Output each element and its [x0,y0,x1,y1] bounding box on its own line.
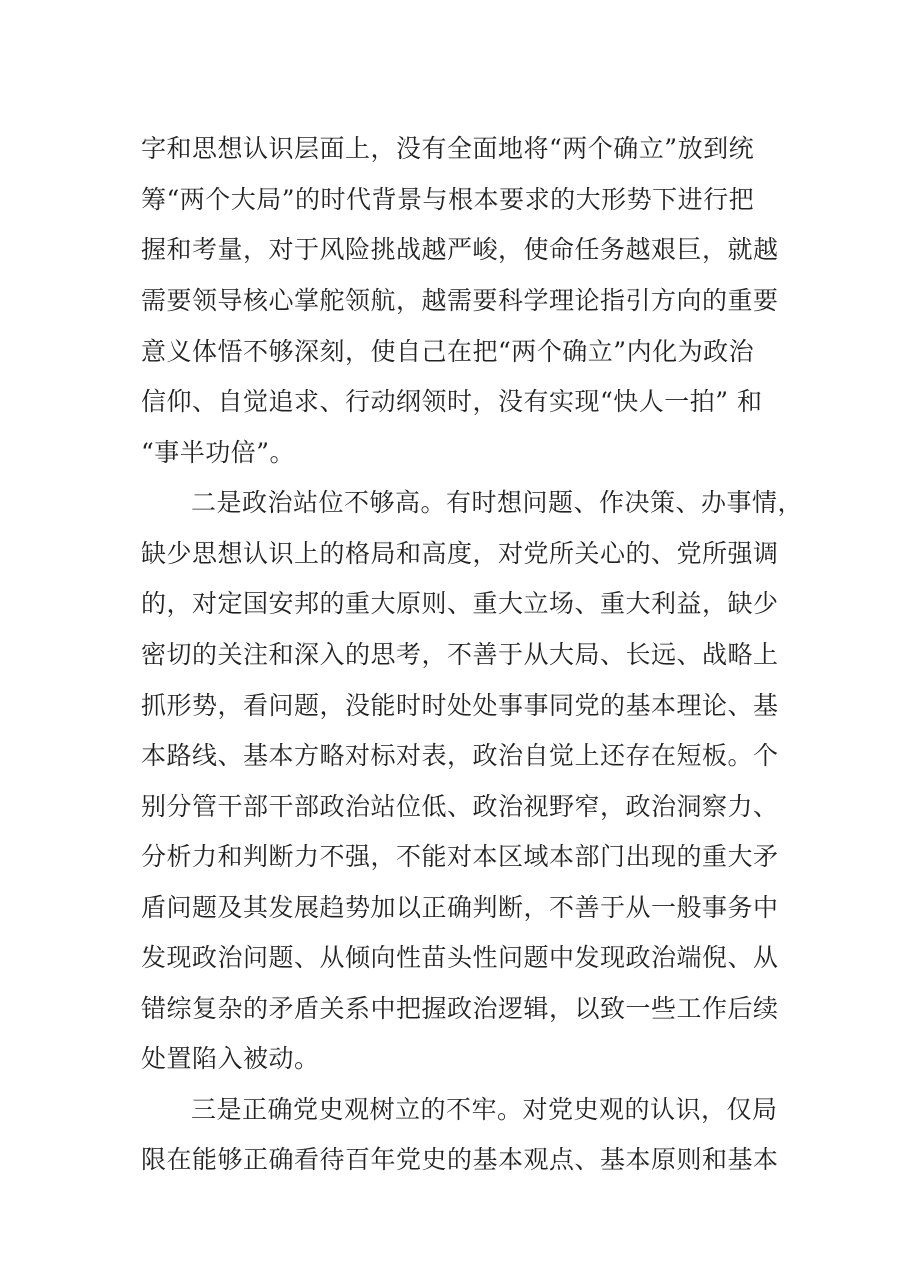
text-line: 缺少思想认识上的格局和高度，对党所关心的、党所强调 [141,539,779,568]
text-line: 信仰、自觉追求、行动纲领时，没有实现“快人一拍” 和 [141,387,763,416]
text-line: 抓形势，看问题，没能时时处处事事同党的基本理论、基 [141,691,779,720]
text-line: 发现政治问题、从倾向性苗头性问题中发现政治端倪、从 [141,943,779,972]
text-line: 别分管干部干部政治站位低、政治视野窄，政治洞察力、 [141,792,779,821]
text-line: 盾问题及其发展趋势加以正确判断，不善于从一般事务中 [141,893,779,922]
text-line: 处置陷入被动。 [141,1044,320,1073]
text-line: 握和考量，对于风险挑战越严峻，使命任务越艰巨，就越 [141,235,779,264]
text-line: 的，对定国安邦的重大原则、重大立场、重大利益，缺少 [141,589,779,618]
text-line: 密切的关注和深入的思考，不善于从大局、长远、战略上 [141,640,779,669]
text-line: 字和思想认识层面上，没有全面地将“两个确立”放到统 [141,134,755,163]
text-line: 限在能够正确看待百年党史的基本观点、基本原则和基本 [141,1145,779,1174]
text-line: 错综复杂的矛盾关系中把握政治逻辑，以致一些工作后续 [141,994,779,1023]
text-line: 分析力和判断力不强，不能对本区域本部门出现的重大矛 [141,842,779,871]
paragraph-start-line: 二是政治站位不够高。有时想问题、作决策、办事情， [191,488,804,517]
text-line: 筹“两个大局”的时代背景与根本要求的大形势下进行把 [141,185,755,214]
paragraph-start-line: 三是正确党史观树立的不牢。对党史观的认识，仅局 [191,1095,778,1124]
text-line: 需要领导核心掌舵领航，越需要科学理论指引方向的重要 [141,286,779,315]
text-line: “事半功倍”。 [141,438,296,467]
text-line: 意义体悟不够深刻，使自己在把“两个确立”内化为政治 [141,337,755,366]
text-line: 本路线、基本方略对标对表，政治自觉上还存在短板。个 [141,741,779,770]
